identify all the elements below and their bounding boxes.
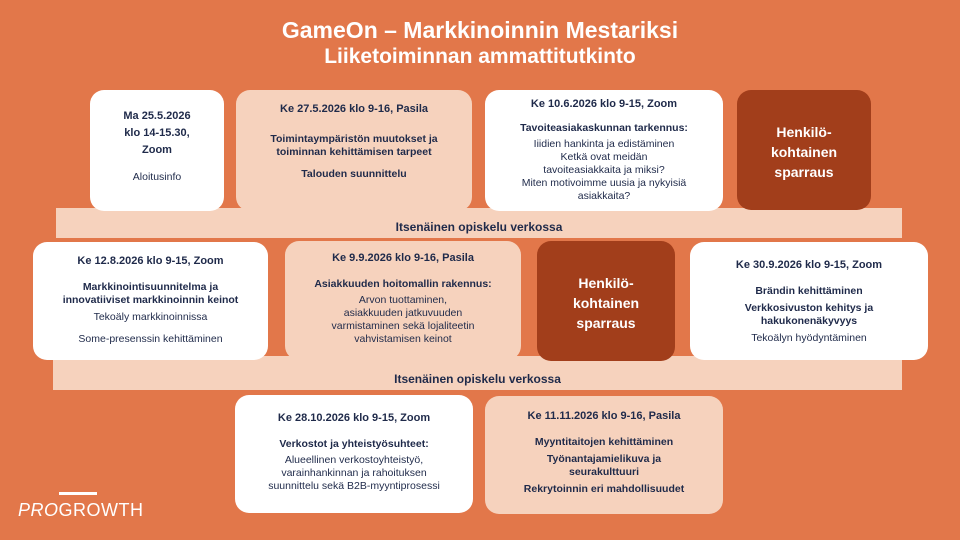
session-card-sales-skills xyxy=(485,396,723,514)
session-date: Ke 11.11.2026 klo 9-16, Pasila xyxy=(527,410,681,422)
session-description xyxy=(332,294,475,346)
description-line: Iiidien hankinta ja edistäminen xyxy=(533,138,675,150)
heading-line: Toimintaympäristön muutokset ja xyxy=(270,133,438,145)
session-date: Ke 12.8.2026 klo 9-15, Zoom xyxy=(77,255,224,267)
session-card-brand xyxy=(690,242,928,360)
session-description xyxy=(522,138,687,203)
session-date xyxy=(123,108,190,159)
session-heading: Rekrytoinnin eri mahdollisuudet xyxy=(523,483,685,495)
description-line: Ketkä ovat meidän xyxy=(560,151,648,163)
session-description xyxy=(268,454,440,493)
title-line-1: GameOn – Markkinoinnin Mestariksi xyxy=(281,17,679,43)
session-date: Ke 28.10.2026 klo 9-15, Zoom xyxy=(277,412,431,424)
heading-line: innovatiiviset markkinoinnin keinot xyxy=(62,294,239,306)
heading-line: toiminnan kehittämisen tarpeet xyxy=(276,146,432,158)
description-line: varainhankinnan ja rahoituksen xyxy=(281,467,427,479)
session-topic: Tekoälyn hyödyntäminen xyxy=(751,332,867,344)
heading-line: Markkinointisuunnitelma ja xyxy=(82,281,219,293)
session-heading: Tavoiteasiakaskunnan tarkennus: xyxy=(520,122,688,134)
coaching-line: kohtainen xyxy=(572,295,640,311)
session-heading: Myyntitaitojen kehittäminen xyxy=(534,436,674,448)
session-topic: Talouden suunnittelu xyxy=(301,168,407,180)
session-heading: Verkostot ja yhteistyösuhteet: xyxy=(279,438,429,450)
coaching-line: Henkilö- xyxy=(578,275,634,291)
session-topic: Aloitusinfo xyxy=(132,171,182,183)
coaching-line: kohtainen xyxy=(770,144,838,160)
coaching-line: Henkilö- xyxy=(776,124,832,140)
session-heading xyxy=(547,453,661,479)
session-card-target-customers xyxy=(485,90,723,211)
session-card-customer-model xyxy=(285,241,521,360)
description-line: vahvistamisen keinot xyxy=(354,333,452,345)
coaching-line: sparraus xyxy=(576,315,636,331)
description-line: tavoiteasiakkaita ja miksi? xyxy=(543,164,665,176)
logo-pro: PRO xyxy=(18,500,59,520)
description-line: Alueellinen verkostoyhteistyö, xyxy=(284,454,424,466)
session-heading xyxy=(270,133,437,159)
description-line: varmistaminen sekä lojaliteetin xyxy=(331,320,475,332)
description-line: asiakkuuden jatkuvuuden xyxy=(343,307,463,319)
personal-coaching-card-2 xyxy=(537,241,675,361)
session-card-networks xyxy=(235,395,473,513)
coaching-line: sparraus xyxy=(774,164,834,180)
session-date: Ke 10.6.2026 klo 9-15, Zoom xyxy=(530,98,678,110)
session-card-environment xyxy=(236,90,472,211)
session-card-marketing-plan xyxy=(33,242,268,360)
description-line: Miten motivoimme uusia ja nykyisiä xyxy=(521,177,687,189)
heading-line: seurakulttuuri xyxy=(568,466,639,478)
band-label: Itsenäinen opiskelu verkossa xyxy=(394,372,561,386)
date-line: Ma 25.5.2026 xyxy=(123,110,191,122)
description-line: Arvon tuottaminen, xyxy=(358,294,448,306)
title-line-2: Liiketoiminnan ammattitutkinto xyxy=(324,45,636,68)
session-card-kickoff xyxy=(90,90,224,211)
date-line: klo 14-15.30, xyxy=(124,127,190,139)
progrowth-logo xyxy=(18,500,144,521)
session-heading: Asiakkuuden hoitomallin rakennus: xyxy=(314,278,492,290)
session-heading xyxy=(63,281,239,307)
band-label: Itsenäinen opiskelu verkossa xyxy=(395,220,563,234)
session-topic: Tekoäly markkinoinnissa xyxy=(93,311,208,323)
session-topic: Some-presenssin kehittäminen xyxy=(78,333,223,345)
heading-line: hakukonenäkyvyys xyxy=(760,315,858,327)
online-study-band-1 xyxy=(56,208,902,238)
session-date: Ke 9.9.2026 klo 9-16, Pasila xyxy=(332,252,474,264)
page-title xyxy=(0,16,960,70)
heading-line: Työnantajamielikuva ja xyxy=(546,453,662,465)
personal-coaching-card-1 xyxy=(737,90,871,210)
session-heading xyxy=(745,302,873,328)
date-line: Zoom xyxy=(142,144,172,156)
session-date: Ke 27.5.2026 klo 9-16, Pasila xyxy=(280,103,428,115)
logo-accent-bar xyxy=(59,492,97,495)
session-heading: Brändin kehittäminen xyxy=(755,285,863,297)
logo-growth: GROWTH xyxy=(58,500,144,520)
session-date: Ke 30.9.2026 klo 9-15, Zoom xyxy=(735,259,883,271)
description-line: suunnittelu sekä B2B-myyntiprosessi xyxy=(268,480,440,492)
heading-line: Verkkosivuston kehitys ja xyxy=(744,302,874,314)
online-study-band-2 xyxy=(53,356,902,390)
description-line: asiakkaita? xyxy=(577,190,631,202)
